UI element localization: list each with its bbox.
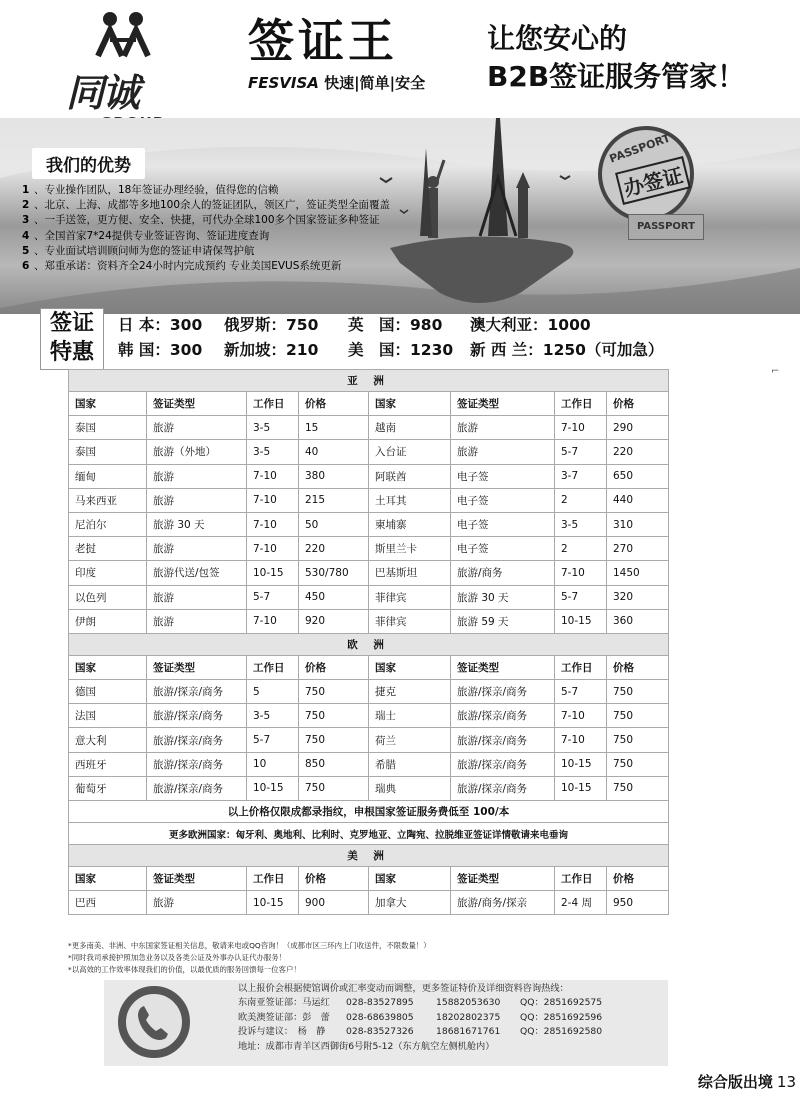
contact-tel: 028-83527895 <box>346 997 414 1009</box>
stamp-center-text: 办签证 <box>615 156 691 205</box>
table-note: 以上价格仅限成都录指纹，申根国家签证服务费低至 100/本 <box>69 801 669 823</box>
table-cell: 泰国 <box>69 416 147 440</box>
table-cell: 215 <box>299 488 369 512</box>
table-cell: 7-10 <box>555 728 607 752</box>
table-cell: 380 <box>299 464 369 488</box>
table-cell: 法国 <box>69 704 147 728</box>
section-name: 综合版出境 <box>697 1073 773 1091</box>
people-logo-icon <box>88 10 158 60</box>
table-cell: 尼泊尔 <box>69 512 147 536</box>
table-cell: 900 <box>299 891 369 915</box>
table-cell: 5-7 <box>555 680 607 704</box>
column-header: 价格 <box>607 655 669 679</box>
advantage-item <box>22 198 391 213</box>
table-cell: 7-10 <box>247 464 299 488</box>
table-row <box>69 728 669 752</box>
table-cell: 360 <box>607 609 669 633</box>
table-cell: 3-5 <box>555 512 607 536</box>
side-mark: ⌐ <box>771 366 780 377</box>
region-title: 美 洲 <box>69 845 669 867</box>
visa-table <box>68 369 669 915</box>
table-cell: 1450 <box>607 561 669 585</box>
footnote: *以高效的工作效率体现我们的价值，以最优质的服务回馈每一位客户！ <box>68 965 301 974</box>
table-cell: 越南 <box>369 416 451 440</box>
table-cell: 旅游 30 天 <box>451 585 555 609</box>
advantage-text: 、专业面试培训顾问师为您的签证申请保驾护航 <box>34 244 255 257</box>
table-cell: 50 <box>299 512 369 536</box>
table-cell: 荷兰 <box>369 728 451 752</box>
advantage-num: 2 <box>22 199 30 212</box>
table-cell: 5-7 <box>555 585 607 609</box>
contact-row <box>238 1011 668 1025</box>
table-row <box>69 464 669 488</box>
column-header: 工作日 <box>247 655 299 679</box>
table-cell: 220 <box>299 537 369 561</box>
table-cell: 7-10 <box>247 512 299 536</box>
column-header: 签证类型 <box>451 655 555 679</box>
contact-dept: 投诉与建议： 杨 静 <box>238 1026 326 1038</box>
advantage-item <box>22 229 372 244</box>
table-cell: 10-15 <box>555 609 607 633</box>
advantage-item <box>22 259 372 274</box>
table-cell: 缅甸 <box>69 464 147 488</box>
table-cell: 750 <box>607 728 669 752</box>
page-number: 13 <box>776 1073 796 1091</box>
table-cell: 以色列 <box>69 585 147 609</box>
table-cell: 旅游 <box>147 609 247 633</box>
table-cell: 旅游/探亲/商务 <box>451 728 555 752</box>
table-cell: 950 <box>607 891 669 915</box>
table-cell: 7-10 <box>247 609 299 633</box>
table-cell: 菲律宾 <box>369 609 451 633</box>
note-row <box>69 801 669 823</box>
special-offer-label <box>40 308 104 370</box>
footnotes <box>68 940 431 976</box>
stamp-passport-text: PASSPORT <box>607 131 673 166</box>
table-cell: 希腊 <box>369 752 451 776</box>
note-row <box>69 823 669 845</box>
table-cell: 阿联酋 <box>369 464 451 488</box>
table-cell: 菲律宾 <box>369 585 451 609</box>
column-header-row <box>69 392 669 416</box>
table-cell: 7-10 <box>555 416 607 440</box>
table-cell: 7-10 <box>247 488 299 512</box>
table-cell: 3-5 <box>247 704 299 728</box>
contact-address <box>238 1040 668 1054</box>
table-cell: 捷克 <box>369 680 451 704</box>
table-row <box>69 752 669 776</box>
table-cell: 旅游 30 天 <box>147 512 247 536</box>
table-cell: 印度 <box>69 561 147 585</box>
page-footer <box>698 1071 796 1092</box>
column-header-row <box>69 655 669 679</box>
visa-price-table <box>68 369 668 915</box>
footnote: *更多南美、非洲、中东国家签证相关信息，敬请来电或QQ咨询！（成都市区三环内上门收送件，不限数量！） <box>68 941 431 950</box>
column-header: 签证类型 <box>147 655 247 679</box>
table-cell: 旅游 <box>147 416 247 440</box>
table-cell: 巴西 <box>69 891 147 915</box>
table-cell: 旅游/探亲/商务 <box>451 776 555 800</box>
table-cell: 10-15 <box>247 891 299 915</box>
advantage-item <box>22 183 372 198</box>
table-row <box>69 512 669 536</box>
table-cell: 德国 <box>69 680 147 704</box>
special-price: 俄罗斯：750 <box>224 316 319 334</box>
column-header: 国家 <box>369 655 451 679</box>
advantages-box <box>22 148 391 274</box>
contact-address-text: 地址：成都市青羊区西御街6号附5-12（东方航空左侧机舱内） <box>238 1040 495 1052</box>
table-cell: 旅游 <box>451 440 555 464</box>
special-row-2 <box>118 338 718 363</box>
table-cell: 7-10 <box>247 537 299 561</box>
header <box>0 0 800 118</box>
table-cell: 旅游/探亲/商务 <box>451 680 555 704</box>
advantage-text: 、一手送签，更方便、安全、快捷，可代办全球100多个国家签证多种签证 <box>34 214 380 227</box>
table-cell: 220 <box>607 440 669 464</box>
column-header: 工作日 <box>247 392 299 416</box>
brand-fesvisa: FESVISA <box>248 74 319 92</box>
special-price: 澳大利亚：1000 <box>470 316 591 334</box>
table-cell: 旅游 <box>451 416 555 440</box>
contact-dept: 欧美澳签证部：彭 蕾 <box>238 1011 330 1023</box>
banner <box>0 118 800 314</box>
table-cell: 旅游/探亲/商务 <box>147 680 247 704</box>
column-header: 价格 <box>299 867 369 891</box>
table-cell: 530/780 <box>299 561 369 585</box>
column-header: 国家 <box>69 392 147 416</box>
table-cell: 320 <box>607 585 669 609</box>
table-row <box>69 488 669 512</box>
contact-row <box>238 996 668 1010</box>
region-header-row <box>69 370 669 392</box>
column-header: 国家 <box>69 867 147 891</box>
table-cell: 旅游/探亲/商务 <box>147 728 247 752</box>
advantage-item <box>22 213 380 228</box>
table-cell: 3-7 <box>555 464 607 488</box>
special-price: 英 国：980 <box>348 316 443 334</box>
contact-qq: QQ：2851692575 <box>520 997 603 1009</box>
advantage-text: 、郑重承诺：资料齐全24小时内完成预约 专业美国EVUS系统更新 <box>34 260 342 273</box>
region-header-row <box>69 633 669 655</box>
column-header: 工作日 <box>555 655 607 679</box>
table-cell: 旅游 <box>147 464 247 488</box>
table-cell: 西班牙 <box>69 752 147 776</box>
table-cell: 马来西亚 <box>69 488 147 512</box>
table-cell: 750 <box>299 680 369 704</box>
column-header: 工作日 <box>247 867 299 891</box>
table-cell: 450 <box>299 585 369 609</box>
table-row <box>69 416 669 440</box>
table-cell: 电子签 <box>451 464 555 488</box>
table-cell: 旅游 59 天 <box>451 609 555 633</box>
special-price: 新 西 兰：1250（可加急） <box>470 341 664 359</box>
table-row <box>69 440 669 464</box>
special-label-line-1: 签证 <box>49 311 94 336</box>
advantage-num: 6 <box>22 260 30 273</box>
column-header: 签证类型 <box>451 392 555 416</box>
region-title: 欧 洲 <box>69 633 669 655</box>
table-cell: 旅游 <box>147 537 247 561</box>
table-cell: 旅游代送/包签 <box>147 561 247 585</box>
table-cell: 7-10 <box>555 704 607 728</box>
table-cell: 750 <box>607 704 669 728</box>
contact-intro <box>238 982 668 996</box>
table-cell: 柬埔寨 <box>369 512 451 536</box>
table-cell: 7-10 <box>555 561 607 585</box>
advantage-num: 5 <box>22 244 30 257</box>
special-label-line-2: 特惠 <box>49 340 94 365</box>
table-cell: 650 <box>607 464 669 488</box>
contact-qq: QQ：2851692596 <box>520 1011 603 1023</box>
table-cell: 750 <box>607 680 669 704</box>
advantages-title: 我们的优势 <box>32 148 145 179</box>
table-cell: 瑞士 <box>369 704 451 728</box>
advantage-text: 、专业操作团队，18年签证办理经验，值得您的信赖 <box>34 184 279 196</box>
table-cell: 2 <box>555 537 607 561</box>
table-cell: 入台证 <box>369 440 451 464</box>
table-cell: 850 <box>299 752 369 776</box>
table-cell: 电子签 <box>451 512 555 536</box>
passport-card: PASSPORT <box>628 214 704 240</box>
table-cell: 10 <box>247 752 299 776</box>
phone-handset-icon <box>126 994 182 1050</box>
region-header-row <box>69 845 669 867</box>
special-offers <box>118 313 718 363</box>
table-cell: 旅游（外地） <box>147 440 247 464</box>
table-cell: 10-15 <box>555 776 607 800</box>
table-cell: 750 <box>607 752 669 776</box>
table-cell: 旅游/探亲/商务 <box>451 752 555 776</box>
table-cell: 40 <box>299 440 369 464</box>
brand-subtitle <box>248 72 425 93</box>
slogan-line-2: B2B签证服务管家！ <box>487 60 746 93</box>
contact-tel: 028-68639805 <box>346 1011 414 1023</box>
table-row <box>69 609 669 633</box>
column-header-row <box>69 867 669 891</box>
table-cell: 3-5 <box>247 440 299 464</box>
contact-mobile: 18202802375 <box>436 1011 501 1023</box>
advantage-num: 3 <box>22 214 30 227</box>
table-cell: 旅游/商务 <box>451 561 555 585</box>
table-cell: 2 <box>555 488 607 512</box>
region-title: 亚 洲 <box>69 370 669 392</box>
table-row <box>69 891 669 915</box>
table-cell: 290 <box>607 416 669 440</box>
table-cell: 5 <box>247 680 299 704</box>
table-cell: 电子签 <box>451 488 555 512</box>
table-row <box>69 561 669 585</box>
table-row <box>69 776 669 800</box>
special-price: 日 本：300 <box>118 316 203 334</box>
table-cell: 土耳其 <box>369 488 451 512</box>
table-cell: 旅游/探亲/商务 <box>147 752 247 776</box>
passport-stamp <box>598 126 694 222</box>
advantage-text: 、全国首家7*24提供专业签证咨询、签证进度查询 <box>34 229 270 242</box>
footnote: *同时我司承接护照加急业务以及各类公证及外事办认证代办服务！ <box>68 953 287 962</box>
group-logo <box>62 10 182 120</box>
contact-tel: 028-83527326 <box>346 1026 414 1038</box>
brand <box>248 14 426 93</box>
table-cell: 10-15 <box>247 776 299 800</box>
table-cell: 旅游/商务/探亲 <box>451 891 555 915</box>
table-cell: 750 <box>299 728 369 752</box>
table-cell: 10-15 <box>555 752 607 776</box>
brand-tagline: 快速|简单|安全 <box>324 74 426 92</box>
table-cell: 15 <box>299 416 369 440</box>
table-cell: 旅游/探亲/商务 <box>147 776 247 800</box>
column-header: 签证类型 <box>147 392 247 416</box>
special-row-1 <box>118 313 718 338</box>
column-header: 工作日 <box>555 867 607 891</box>
table-row <box>69 585 669 609</box>
table-cell: 750 <box>299 776 369 800</box>
table-row <box>69 537 669 561</box>
column-header: 签证类型 <box>147 867 247 891</box>
table-cell: 旅游/探亲/商务 <box>147 704 247 728</box>
table-cell: 5-7 <box>247 728 299 752</box>
table-cell: 5-7 <box>247 585 299 609</box>
contact-row <box>238 1025 668 1039</box>
table-cell: 旅游/探亲/商务 <box>451 704 555 728</box>
advantage-num: 1 <box>22 184 30 196</box>
table-cell: 加拿大 <box>369 891 451 915</box>
table-cell: 920 <box>299 609 369 633</box>
table-cell: 2-4 周 <box>555 891 607 915</box>
table-cell: 750 <box>607 776 669 800</box>
column-header: 价格 <box>299 655 369 679</box>
table-note: 更多欧洲国家：匈牙利、奥地利、比利时、克罗地亚、立陶宛、拉脱维亚签证详情敬请来电垂询 <box>69 823 669 845</box>
contact-info <box>238 982 668 1054</box>
contact-mobile: 18681671761 <box>436 1026 501 1038</box>
table-cell: 5-7 <box>555 440 607 464</box>
column-header: 国家 <box>69 655 147 679</box>
column-header: 国家 <box>369 867 451 891</box>
table-row <box>69 680 669 704</box>
column-header: 工作日 <box>555 392 607 416</box>
table-cell: 意大利 <box>69 728 147 752</box>
column-header: 价格 <box>299 392 369 416</box>
table-cell: 旅游 <box>147 891 247 915</box>
brand-title: 签证王 <box>248 14 398 68</box>
group-logo-script: 同诚 <box>66 70 139 115</box>
advantages-list <box>22 183 391 274</box>
special-price: 美 国：1230 <box>348 341 454 359</box>
table-cell: 电子签 <box>451 537 555 561</box>
special-price: 韩 国：300 <box>118 341 203 359</box>
contact-qq: QQ：2851692580 <box>520 1026 603 1038</box>
slogan-line-1: 让您安心的 <box>487 22 628 55</box>
table-cell: 旅游 <box>147 585 247 609</box>
table-cell: 斯里兰卡 <box>369 537 451 561</box>
advantage-text: 、北京、上海、成都等多地100余人的签证团队，领区广，签证类型全面覆盖 <box>34 199 391 212</box>
column-header: 国家 <box>369 392 451 416</box>
column-header: 价格 <box>607 867 669 891</box>
special-price: 新加坡：210 <box>224 341 319 359</box>
table-cell: 泰国 <box>69 440 147 464</box>
table-cell: 伊朗 <box>69 609 147 633</box>
table-cell: 老挝 <box>69 537 147 561</box>
table-cell: 440 <box>607 488 669 512</box>
advantage-item <box>22 244 372 259</box>
contact-dept: 东南亚签证部：马运红 <box>238 997 330 1009</box>
table-cell: 葡萄牙 <box>69 776 147 800</box>
table-row <box>69 704 669 728</box>
table-cell: 3-5 <box>247 416 299 440</box>
table-cell: 750 <box>299 704 369 728</box>
table-cell: 10-15 <box>247 561 299 585</box>
table-cell: 270 <box>607 537 669 561</box>
slogan <box>487 20 745 96</box>
column-header: 签证类型 <box>451 867 555 891</box>
contact-intro-text: 以上报价会根据使馆调价或汇率变动而调整，更多签证特价及详细资料咨询热线： <box>238 983 569 994</box>
table-cell: 巴基斯坦 <box>369 561 451 585</box>
table-cell: 310 <box>607 512 669 536</box>
phone-icon <box>118 986 190 1058</box>
column-header: 价格 <box>607 392 669 416</box>
table-cell: 瑞典 <box>369 776 451 800</box>
contact-mobile: 15882053630 <box>436 997 501 1009</box>
advantage-num: 4 <box>22 229 30 242</box>
table-cell: 旅游 <box>147 488 247 512</box>
